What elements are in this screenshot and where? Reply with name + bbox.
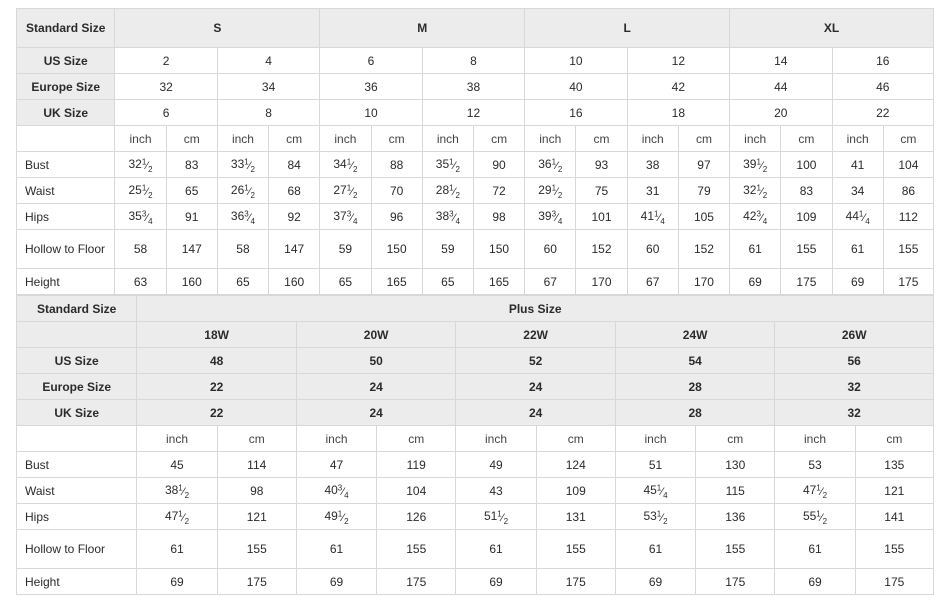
unit-cell: cm: [269, 126, 320, 152]
size-group-24w: 24W: [615, 322, 775, 348]
size-group-xl: XL: [730, 9, 934, 48]
table-cell: 75: [576, 178, 627, 204]
unit-cell: inch: [115, 126, 166, 152]
table-cell: 32: [775, 400, 934, 426]
table-row: [17, 504, 934, 530]
unit-cell: inch: [730, 126, 781, 152]
table-cell: 98: [473, 204, 524, 230]
table-cell: $28^1⁄_2$: [422, 178, 473, 204]
table-cell: 18: [627, 100, 729, 126]
table-cell: 65: [422, 269, 473, 295]
table-cell: 70: [371, 178, 422, 204]
unit-cell: cm: [678, 126, 729, 152]
unit-cell: inch: [456, 426, 536, 452]
table-cell: 61: [296, 530, 376, 569]
table-row: [17, 452, 934, 478]
table-cell: 24: [456, 374, 616, 400]
table-cell: 84: [269, 152, 320, 178]
table-row: [17, 530, 934, 569]
table-cell: 28: [615, 400, 775, 426]
table-cell: 56: [775, 348, 934, 374]
table-cell: 155: [696, 530, 775, 569]
unit-cell: inch: [217, 126, 268, 152]
table-cell: 155: [855, 530, 933, 569]
table-cell: 175: [536, 569, 615, 595]
table-row: [17, 9, 934, 48]
table-cell: 16: [832, 48, 933, 74]
table-cell: 12: [627, 48, 729, 74]
table-cell: 155: [536, 530, 615, 569]
unit-cell: cm: [217, 426, 296, 452]
row-label: US Size: [17, 348, 137, 374]
row-label: Europe Size: [17, 374, 137, 400]
unit-cell: cm: [473, 126, 524, 152]
size-group-l: L: [525, 9, 730, 48]
table-row: [17, 204, 934, 230]
table-cell: $38^1⁄_2$: [137, 478, 217, 504]
table-cell: 43: [456, 478, 536, 504]
table-cell: 65: [320, 269, 371, 295]
table-cell: $55^1⁄_2$: [775, 504, 855, 530]
table-cell: 114: [217, 452, 296, 478]
table-cell: $25^1⁄_2$: [115, 178, 166, 204]
size-group-20w: 20W: [296, 322, 456, 348]
row-label: Hollow to Floor: [17, 230, 115, 269]
table-cell: 93: [576, 152, 627, 178]
table-cell: $47^1⁄_2$: [137, 504, 217, 530]
table-cell: 8: [422, 48, 524, 74]
row-label: US Size: [17, 48, 115, 74]
table-cell: 34: [217, 74, 319, 100]
size-group-22w: 22W: [456, 322, 616, 348]
table-cell: 175: [781, 269, 832, 295]
unit-cell: cm: [371, 126, 422, 152]
unit-cell: cm: [166, 126, 217, 152]
table-cell: 24: [296, 374, 456, 400]
table-cell: 124: [536, 452, 615, 478]
table-cell: 49: [456, 452, 536, 478]
table-cell: 12: [422, 100, 524, 126]
unit-cell: inch: [137, 426, 217, 452]
table-cell: $36^3⁄_4$: [217, 204, 268, 230]
table-cell: 34: [832, 178, 883, 204]
table-cell: 38: [422, 74, 524, 100]
table-cell: 69: [775, 569, 855, 595]
table-cell: 150: [473, 230, 524, 269]
row-label: UK Size: [17, 100, 115, 126]
table-cell: 69: [456, 569, 536, 595]
table-cell: 155: [377, 530, 456, 569]
corner-label: Standard Size: [17, 296, 137, 322]
table-cell: $35^1⁄_2$: [422, 152, 473, 178]
table-cell: 14: [730, 48, 832, 74]
size-chart-container: [16, 8, 934, 595]
table-cell: 42: [627, 74, 729, 100]
unit-cell: inch: [296, 426, 376, 452]
table-cell: 136: [696, 504, 775, 530]
table-row: [17, 230, 934, 269]
plus-size-label: Plus Size: [137, 296, 934, 322]
unit-cell: cm: [781, 126, 832, 152]
table-cell: 86: [883, 178, 933, 204]
unit-cell: inch: [615, 426, 695, 452]
table-cell: 60: [627, 230, 678, 269]
table-cell: 41: [832, 152, 883, 178]
table-cell: 109: [781, 204, 832, 230]
table-row: [17, 269, 934, 295]
table-cell: 119: [377, 452, 456, 478]
table-cell: 126: [377, 504, 456, 530]
table-cell: 69: [296, 569, 376, 595]
table-cell: 100: [781, 152, 832, 178]
table-row: [17, 322, 934, 348]
table-cell: $27^1⁄_2$: [320, 178, 371, 204]
table-cell: 69: [137, 569, 217, 595]
table-row: [17, 178, 934, 204]
table-cell: 22: [137, 400, 297, 426]
table-cell: 44: [730, 74, 832, 100]
table-cell: 51: [615, 452, 695, 478]
table-cell: $47^1⁄_2$: [775, 478, 855, 504]
size-group-m: M: [320, 9, 525, 48]
size-group-26w: 26W: [775, 322, 934, 348]
table-row: [17, 478, 934, 504]
table-cell: 92: [269, 204, 320, 230]
table-cell: 32: [775, 374, 934, 400]
table-cell: $51^1⁄_2$: [456, 504, 536, 530]
unit-cell: inch: [775, 426, 855, 452]
table-cell: 90: [473, 152, 524, 178]
table-cell: 22: [137, 374, 297, 400]
table-cell: 69: [615, 569, 695, 595]
table-cell: $35^3⁄_4$: [115, 204, 166, 230]
unit-cell: cm: [883, 126, 933, 152]
table-cell: 152: [576, 230, 627, 269]
table-row: [17, 569, 934, 595]
table-row: [17, 48, 934, 74]
table-cell: 59: [422, 230, 473, 269]
table-cell: 40: [525, 74, 627, 100]
unit-cell: cm: [377, 426, 456, 452]
table-cell: $34^1⁄_2$: [320, 152, 371, 178]
table-cell: 152: [678, 230, 729, 269]
row-label: Europe Size: [17, 74, 115, 100]
table-cell: $41^1⁄_4$: [627, 204, 678, 230]
table-cell: 60: [525, 230, 576, 269]
table-cell: 175: [377, 569, 456, 595]
table-cell: 105: [678, 204, 729, 230]
table-cell: 67: [525, 269, 576, 295]
row-label: Hips: [17, 504, 137, 530]
table-cell: 160: [166, 269, 217, 295]
table-cell: 83: [166, 152, 217, 178]
table-cell: 2: [115, 48, 217, 74]
table-row: [17, 374, 934, 400]
table-row: [17, 296, 934, 322]
size-group-row-blank: [17, 322, 137, 348]
table-cell: $39^3⁄_4$: [525, 204, 576, 230]
table-cell: 10: [320, 100, 422, 126]
table-cell: 170: [576, 269, 627, 295]
table-cell: 165: [371, 269, 422, 295]
table-cell: 88: [371, 152, 422, 178]
row-label: Hollow to Floor: [17, 530, 137, 569]
table-cell: 96: [371, 204, 422, 230]
table-row: [17, 100, 934, 126]
table-row: [17, 126, 934, 152]
table-cell: 6: [115, 100, 217, 126]
table-cell: $53^1⁄_2$: [615, 504, 695, 530]
table-cell: 6: [320, 48, 422, 74]
table-cell: 68: [269, 178, 320, 204]
table-cell: 54: [615, 348, 775, 374]
table-cell: 121: [855, 478, 933, 504]
table-cell: 65: [166, 178, 217, 204]
table-row: [17, 348, 934, 374]
table-row: [17, 74, 934, 100]
unit-row-blank: [17, 126, 115, 152]
table-cell: 155: [781, 230, 832, 269]
unit-cell: inch: [832, 126, 883, 152]
table-cell: $26^1⁄_2$: [217, 178, 268, 204]
table-cell: 63: [115, 269, 166, 295]
table-cell: 98: [217, 478, 296, 504]
table-cell: 104: [883, 152, 933, 178]
row-label: Waist: [17, 178, 115, 204]
table-cell: 130: [696, 452, 775, 478]
table-cell: 24: [456, 400, 616, 426]
table-cell: 69: [730, 269, 781, 295]
standard-size-table: [16, 8, 934, 295]
unit-cell: cm: [855, 426, 933, 452]
table-cell: 61: [456, 530, 536, 569]
table-cell: $38^3⁄_4$: [422, 204, 473, 230]
table-cell: 121: [217, 504, 296, 530]
table-cell: 61: [137, 530, 217, 569]
table-cell: 147: [166, 230, 217, 269]
table-cell: 61: [730, 230, 781, 269]
table-cell: 46: [832, 74, 933, 100]
table-cell: $36^1⁄_2$: [525, 152, 576, 178]
unit-cell: inch: [525, 126, 576, 152]
unit-cell: cm: [696, 426, 775, 452]
table-row: [17, 152, 934, 178]
unit-row-blank: [17, 426, 137, 452]
table-cell: 16: [525, 100, 627, 126]
table-cell: 32: [115, 74, 217, 100]
row-label: Hips: [17, 204, 115, 230]
table-cell: 58: [115, 230, 166, 269]
table-cell: $33^1⁄_2$: [217, 152, 268, 178]
table-cell: 131: [536, 504, 615, 530]
table-cell: 36: [320, 74, 422, 100]
table-cell: $45^1⁄_4$: [615, 478, 695, 504]
table-cell: 20: [730, 100, 832, 126]
table-cell: $39^1⁄_2$: [730, 152, 781, 178]
table-cell: 109: [536, 478, 615, 504]
table-cell: $29^1⁄_2$: [525, 178, 576, 204]
table-cell: 67: [627, 269, 678, 295]
unit-cell: cm: [536, 426, 615, 452]
table-cell: 38: [627, 152, 678, 178]
table-cell: $40^3⁄_4$: [296, 478, 376, 504]
table-cell: 79: [678, 178, 729, 204]
row-label: Waist: [17, 478, 137, 504]
table-cell: 58: [217, 230, 268, 269]
size-group-18w: 18W: [137, 322, 297, 348]
table-cell: 31: [627, 178, 678, 204]
table-row: [17, 426, 934, 452]
table-cell: 72: [473, 178, 524, 204]
table-cell: 155: [883, 230, 933, 269]
table-cell: $44^1⁄_4$: [832, 204, 883, 230]
table-cell: 48: [137, 348, 297, 374]
table-cell: 50: [296, 348, 456, 374]
unit-cell: cm: [576, 126, 627, 152]
unit-cell: inch: [422, 126, 473, 152]
plus-size-table: [16, 295, 934, 595]
table-cell: 59: [320, 230, 371, 269]
corner-label: Standard Size: [17, 9, 115, 48]
table-cell: 61: [775, 530, 855, 569]
unit-cell: inch: [320, 126, 371, 152]
unit-cell: inch: [627, 126, 678, 152]
table-cell: 97: [678, 152, 729, 178]
table-cell: 115: [696, 478, 775, 504]
table-cell: 160: [269, 269, 320, 295]
table-cell: 165: [473, 269, 524, 295]
table-cell: 28: [615, 374, 775, 400]
table-cell: 53: [775, 452, 855, 478]
table-cell: 65: [217, 269, 268, 295]
table-cell: 101: [576, 204, 627, 230]
row-label: Bust: [17, 452, 137, 478]
table-cell: 22: [832, 100, 933, 126]
table-cell: 61: [832, 230, 883, 269]
table-cell: 141: [855, 504, 933, 530]
table-row: [17, 400, 934, 426]
table-cell: 83: [781, 178, 832, 204]
table-cell: 10: [525, 48, 627, 74]
row-label: UK Size: [17, 400, 137, 426]
table-cell: 24: [296, 400, 456, 426]
table-cell: 112: [883, 204, 933, 230]
table-cell: $49^1⁄_2$: [296, 504, 376, 530]
table-cell: 155: [217, 530, 296, 569]
table-cell: 175: [855, 569, 933, 595]
row-label: Height: [17, 569, 137, 595]
table-cell: 147: [269, 230, 320, 269]
table-cell: 170: [678, 269, 729, 295]
table-cell: 175: [696, 569, 775, 595]
table-cell: $37^3⁄_4$: [320, 204, 371, 230]
table-cell: $42^3⁄_4$: [730, 204, 781, 230]
table-cell: 175: [217, 569, 296, 595]
table-cell: 4: [217, 48, 319, 74]
table-cell: 135: [855, 452, 933, 478]
table-cell: 150: [371, 230, 422, 269]
table-cell: 52: [456, 348, 616, 374]
row-label: Bust: [17, 152, 115, 178]
table-cell: 47: [296, 452, 376, 478]
table-cell: 175: [883, 269, 933, 295]
table-cell: 104: [377, 478, 456, 504]
table-cell: $32^1⁄_2$: [115, 152, 166, 178]
table-cell: 61: [615, 530, 695, 569]
table-cell: 69: [832, 269, 883, 295]
size-group-s: S: [115, 9, 320, 48]
table-cell: 8: [217, 100, 319, 126]
table-cell: $32^1⁄_2$: [730, 178, 781, 204]
table-cell: 45: [137, 452, 217, 478]
row-label: Height: [17, 269, 115, 295]
table-cell: 91: [166, 204, 217, 230]
